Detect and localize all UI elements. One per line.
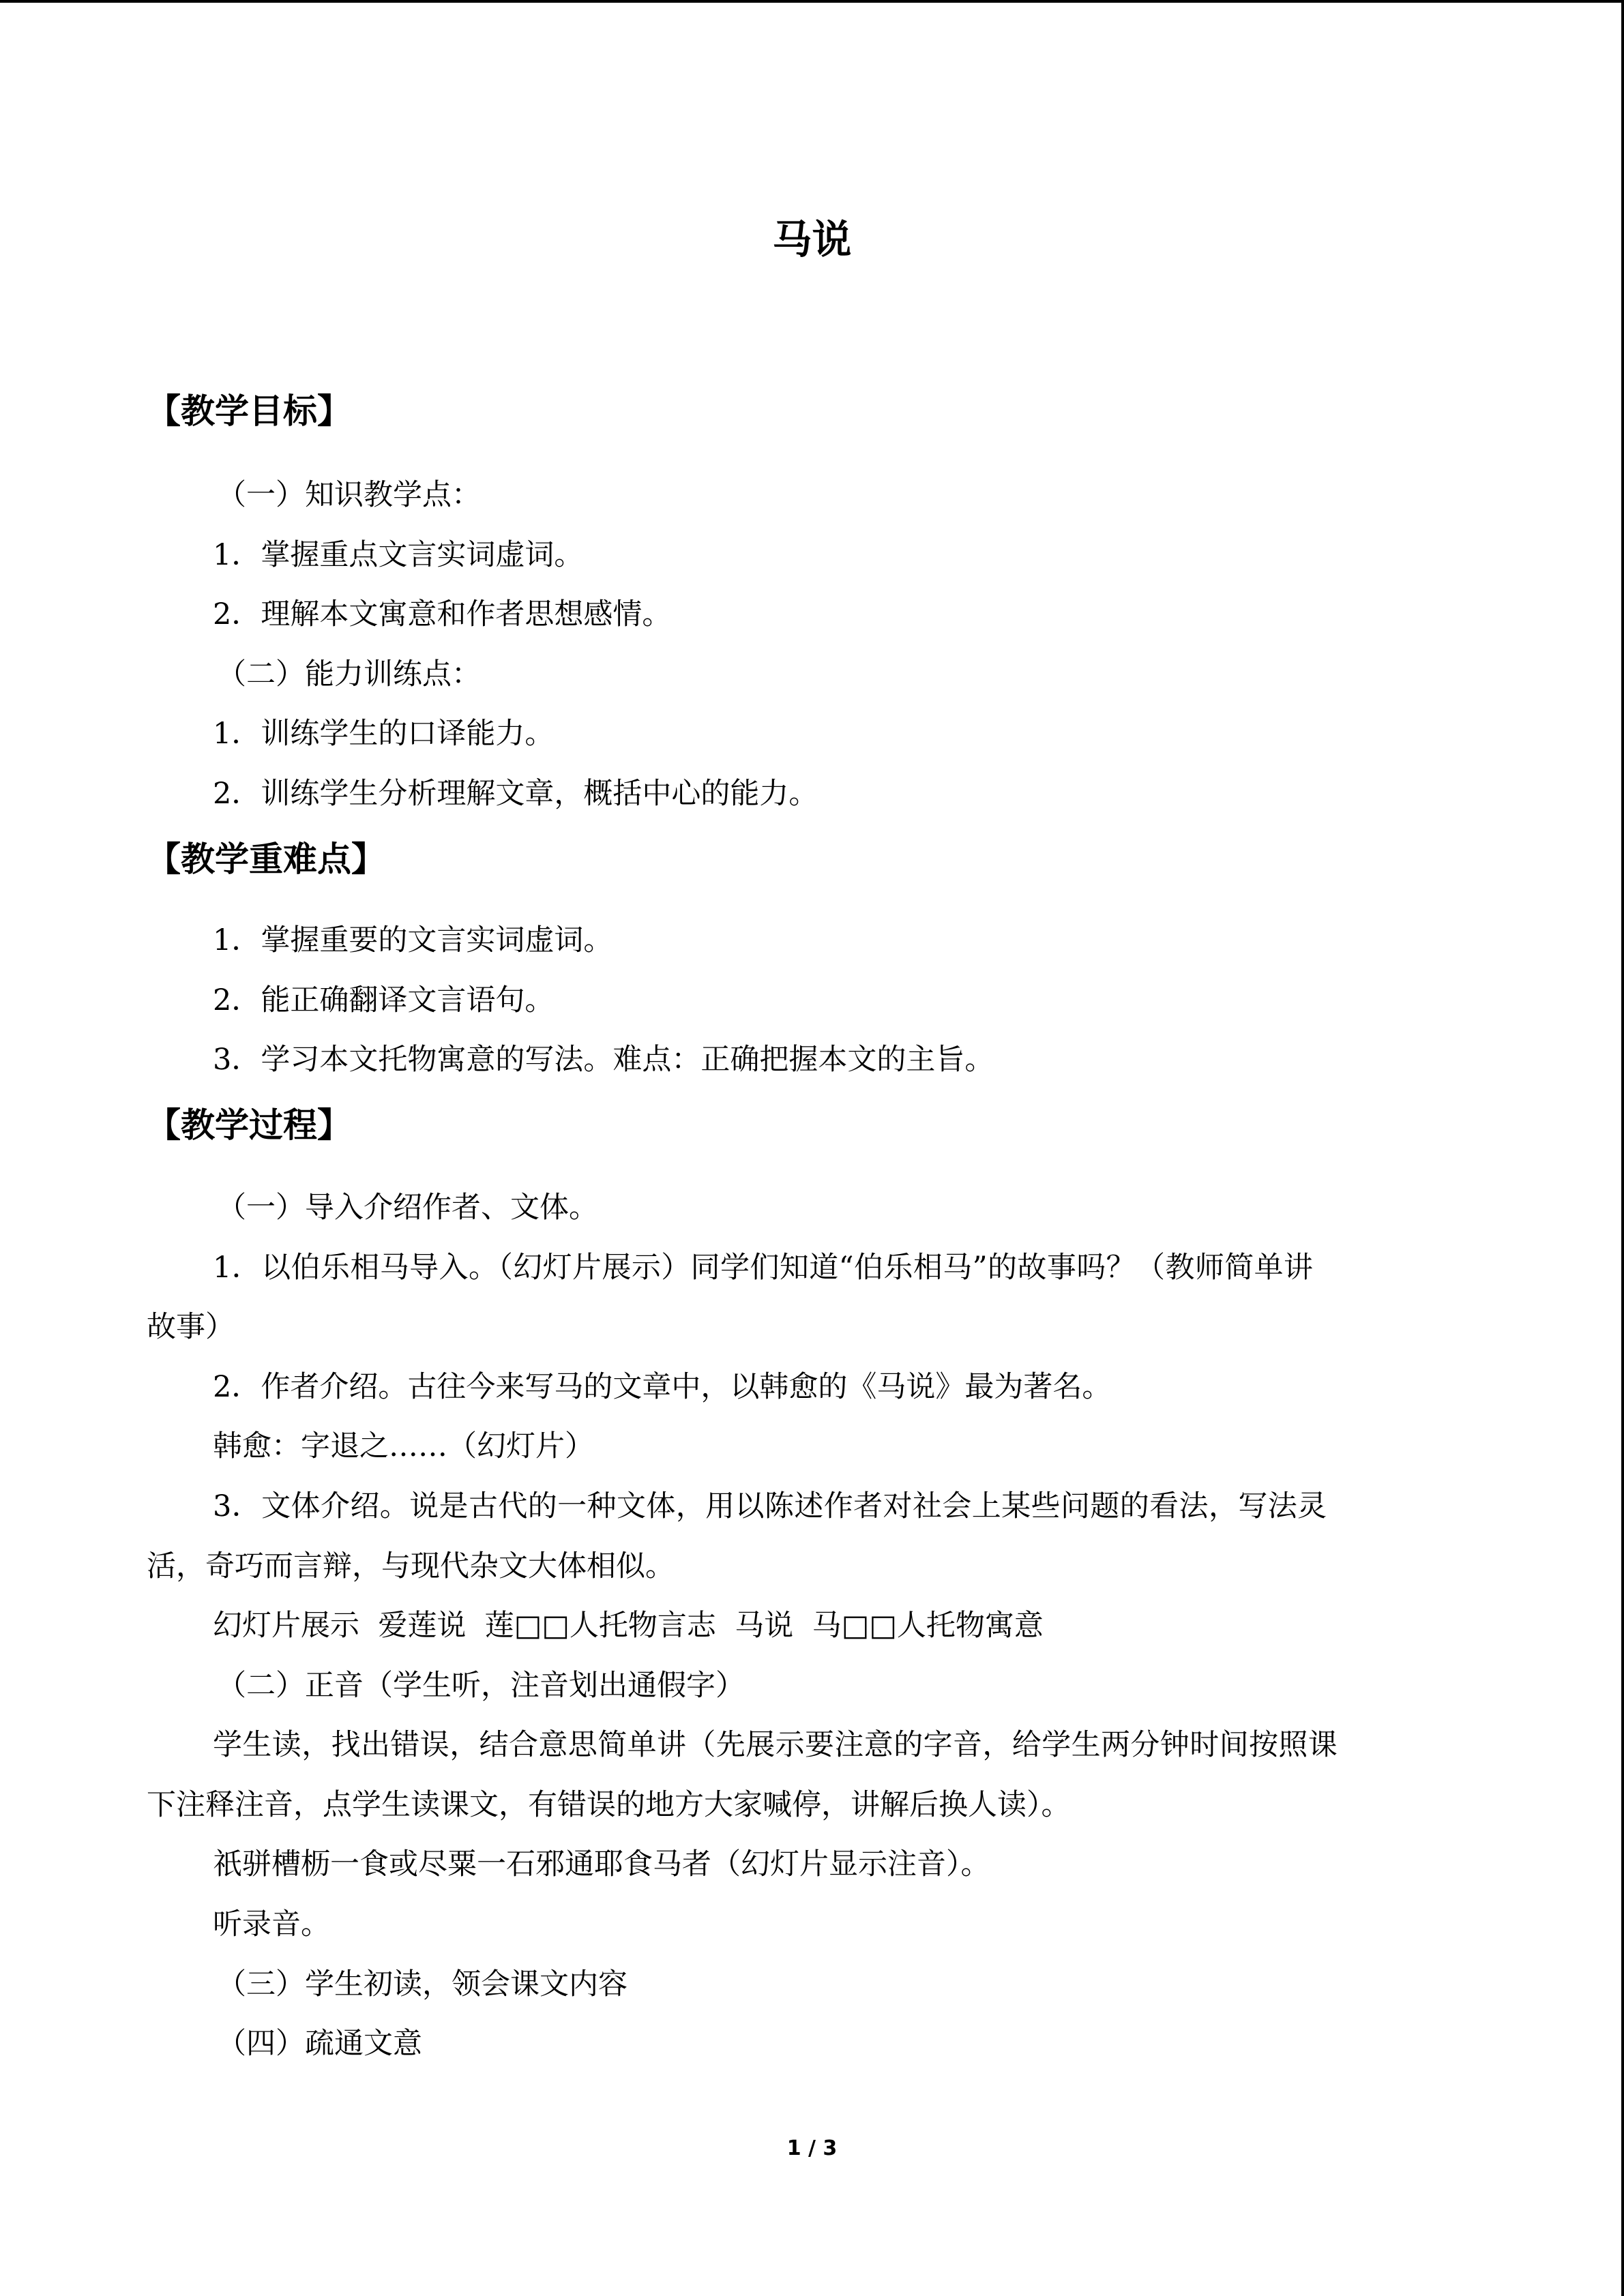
- process-line-5: 韩愈：字退之……（幻灯片）: [213, 1429, 594, 1463]
- objectives-line-4: （二）能力训练点：: [217, 657, 481, 691]
- process-line-1: （一）导入介绍作者、文体。: [217, 1191, 598, 1225]
- process-line-2: 1．以伯乐相马导入。（幻灯片展示）同学们知道“伯乐相马”的故事吗？（教师简单讲: [213, 1251, 1314, 1285]
- objectives-line-1: （一）知识教学点：: [217, 478, 481, 512]
- process-line-11: 下注释注音，点学生读课文，有错误的地方大家喊停，讲解后换人读）。: [147, 1788, 1071, 1822]
- process-line-3: 故事）: [147, 1310, 235, 1344]
- page-number: 1 / 3: [786, 2136, 838, 2160]
- key-points-line-2: 2．能正确翻译文言语句。: [213, 983, 555, 1017]
- objectives-line-5: 1．训练学生的口译能力。: [213, 717, 555, 751]
- process-line-9: （二）正音（学生听，注音划出通假字）: [217, 1669, 745, 1703]
- objectives-line-6: 2．训练学生分析理解文章，概括中心的能力。: [213, 777, 818, 811]
- process-line-15: （四）疏通文意: [217, 2027, 422, 2061]
- process-line-10: 学生读，找出错误，结合意思简单讲（先展示要注意的字音，给学生两分钟时间按照课: [213, 1728, 1338, 1762]
- objectives-line-2: 1．掌握重点文言实词虚词。: [213, 538, 584, 572]
- process-line-4: 2．作者介绍。古往今来写马的文章中，以韩愈的《马说》最为著名。: [213, 1370, 1112, 1404]
- process-line-12: 祇骈槽枥一食或尽粟一石邪通耶食马者（幻灯片显示注音）。: [213, 1847, 990, 1881]
- objectives-line-3: 2．理解本文寓意和作者思想感情。: [213, 597, 672, 631]
- process-line-7: 活，奇巧而言辩，与现代杂文大体相似。: [147, 1549, 675, 1583]
- process-line-13: 听录音。: [213, 1907, 330, 1941]
- document-title: 马说: [772, 216, 852, 263]
- process-line-8: 幻灯片展示 爱莲说 莲□□人托物言志 马说 马□□人托物寓意: [213, 1609, 1044, 1643]
- process-line-6: 3．文体介绍。说是古代的一种文体，用以陈述作者对社会上某些问题的看法，写法灵: [213, 1489, 1327, 1523]
- key-points-line-3: 3．学习本文托物寓意的写法。难点：正确把握本文的主旨。: [213, 1043, 994, 1077]
- section-heading-key-points: 【教学重难点】: [147, 839, 385, 879]
- section-heading-objectives: 【教学目标】: [147, 391, 351, 431]
- process-line-14: （三）学生初读，领会课文内容: [217, 1967, 628, 2001]
- section-heading-process: 【教学过程】: [147, 1105, 351, 1145]
- key-points-line-1: 1．掌握重要的文言实词虚词。: [213, 923, 613, 957]
